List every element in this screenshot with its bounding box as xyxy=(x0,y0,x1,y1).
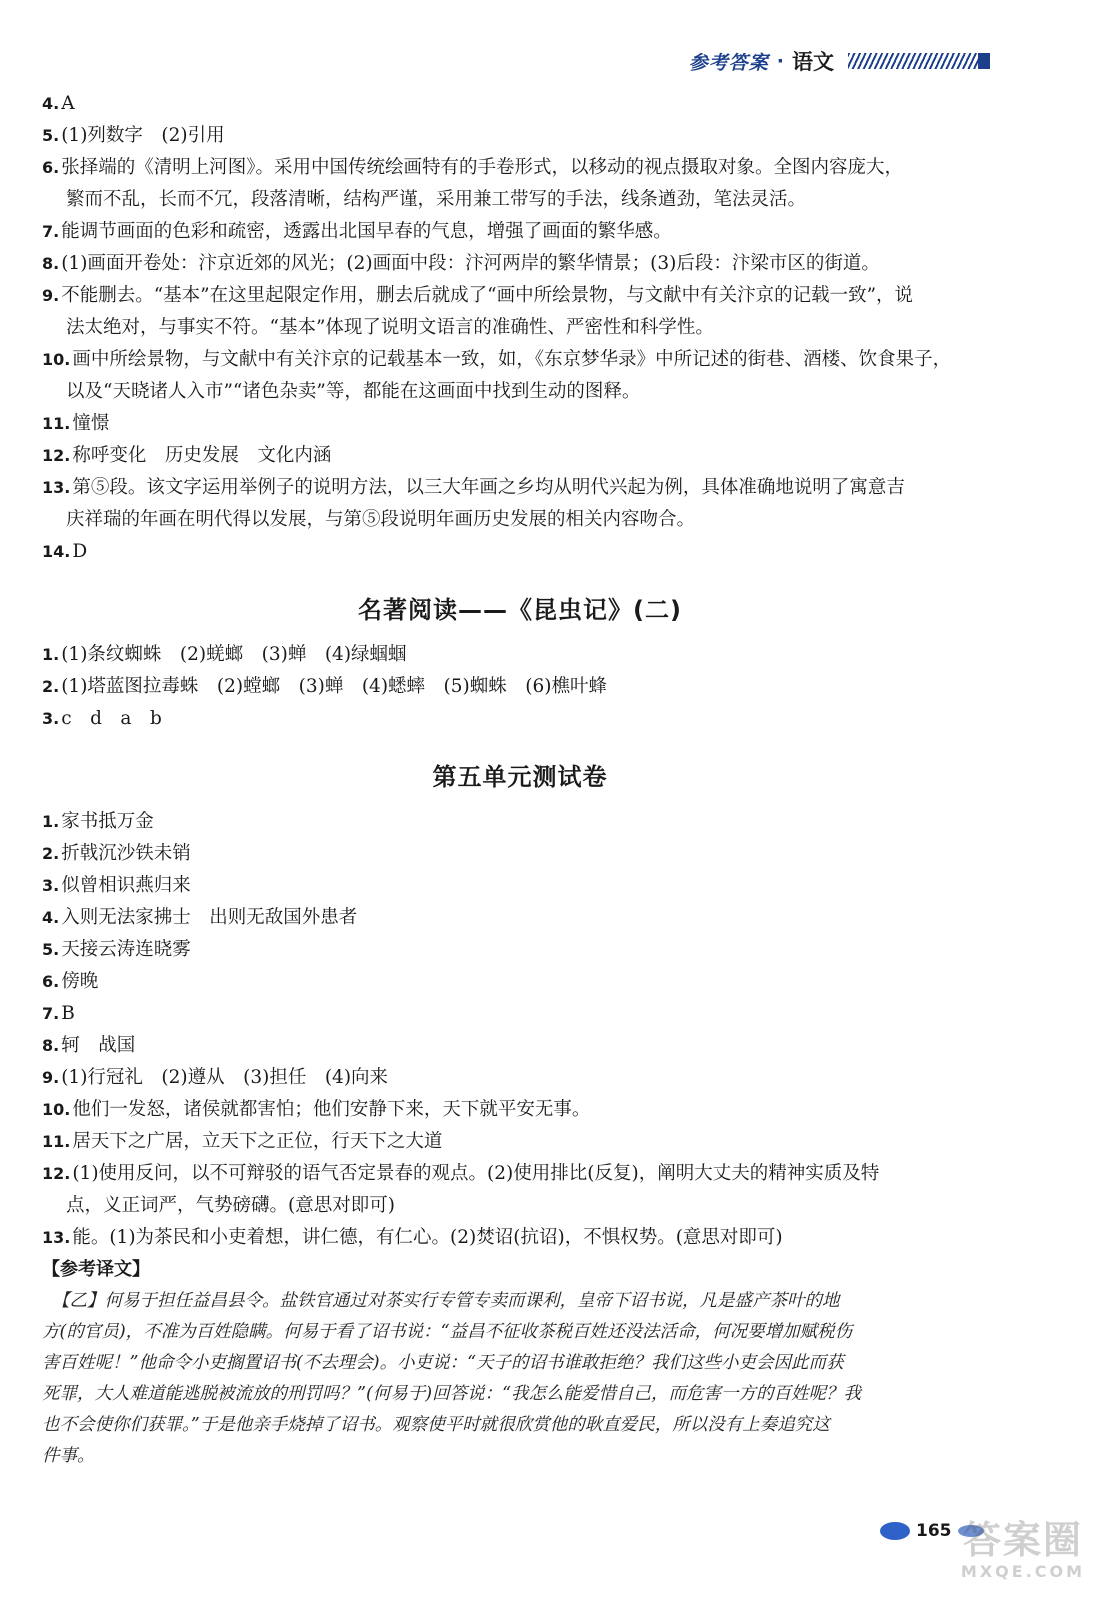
answer-number: 3. xyxy=(42,709,60,728)
answer-line xyxy=(42,1190,998,1222)
header-dot: · xyxy=(776,50,784,72)
answer-text: 庆祥瑞的年画在明代得以发展，与第⑤段说明年画历史发展的相关内容吻合。 xyxy=(66,509,696,530)
header-label: 参考答案 xyxy=(688,51,769,74)
answer-number: 12. xyxy=(42,1164,71,1183)
answer-line xyxy=(42,1126,998,1158)
answer-line xyxy=(42,184,998,216)
answer-number: 10. xyxy=(42,1100,71,1119)
answer-number: 5. xyxy=(42,126,60,145)
answers-part3 xyxy=(42,806,998,1254)
answer-text: 能。(1)为茶民和小吏着想，讲仁德，有仁心。(2)焚诏(抗诏)，不惧权势。(意思对即可) xyxy=(72,1227,783,1248)
translation-line: 害百姓呢！”他命令小吏搁置诏书(不去理会)。小吏说：“天子的诏书谁敢拒绝？我们这些小吏会因此而获 xyxy=(42,1353,844,1373)
answer-content xyxy=(42,88,998,1472)
answer-line xyxy=(42,966,998,998)
answer-text: 折戟沉沙铁未销 xyxy=(61,843,191,864)
answer-text: 似曾相识燕归来 xyxy=(61,875,191,896)
answer-line xyxy=(42,504,998,536)
answer-number: 1. xyxy=(42,812,60,831)
answer-text: 能调节画面的色彩和疏密，透露出北国早春的气息，增强了画面的繁华感。 xyxy=(61,221,672,242)
answer-line xyxy=(42,1062,998,1094)
answer-text: c d a b xyxy=(61,708,162,729)
answer-text: 傍晚 xyxy=(61,971,99,992)
answer-number: 12. xyxy=(42,446,71,465)
answer-text: 以及“天晓诸人入市”“诸色杂卖”等，都能在这画面中找到生动的图释。 xyxy=(66,381,641,402)
answer-text: (1)画面开卷处：汴京近郊的风光；(2)画面中段：汴河两岸的繁华情景；(3)后段：汴梁市区的街道。 xyxy=(61,253,880,274)
answer-line xyxy=(42,1030,998,1062)
answer-text: 繁而不乱，长而不冗，段落清晰，结构严谨，采用兼工带写的手法，线条遒劲，笔法灵活。 xyxy=(66,189,807,210)
answer-number: 4. xyxy=(42,94,60,113)
answer-number: 6. xyxy=(42,972,60,991)
answer-text: 点，义正词严，气势磅礴。(意思对即可) xyxy=(66,1195,395,1216)
answer-text: (1)列数字 (2)引用 xyxy=(61,125,225,146)
answer-number: 7. xyxy=(42,1004,60,1023)
page-header xyxy=(689,46,990,76)
answer-number: 5. xyxy=(42,940,60,959)
watermark-logo xyxy=(948,1518,1098,1586)
answer-number: 13. xyxy=(42,1228,71,1247)
answer-line xyxy=(42,838,998,870)
answer-text: 憧憬 xyxy=(72,413,110,434)
answer-text: D xyxy=(72,541,88,562)
answer-line xyxy=(42,280,998,312)
answer-text: (1)使用反问，以不可辩驳的语气否定景春的观点。(2)使用排比(反复)，阐明大丈夫的精神实质及特 xyxy=(72,1163,880,1184)
header-subject: 语文 xyxy=(792,50,834,74)
answer-text: 天接云涛连晓雾 xyxy=(61,939,191,960)
answer-number: 8. xyxy=(42,254,60,273)
answer-line xyxy=(42,152,998,184)
answer-number: 1. xyxy=(42,645,60,664)
answer-number: 13. xyxy=(42,478,71,497)
answer-number: 2. xyxy=(42,844,60,863)
answer-number: 11. xyxy=(42,414,71,433)
answers-part2 xyxy=(42,639,998,735)
answer-number: 11. xyxy=(42,1132,71,1151)
answer-line xyxy=(42,902,998,934)
watermark-text: 答案圈 xyxy=(962,1518,1083,1562)
answer-text: 入则无法家拂士 出则无敌国外患者 xyxy=(61,907,358,928)
answer-line xyxy=(42,376,998,408)
answer-line xyxy=(42,639,998,671)
answer-line xyxy=(42,248,998,280)
answer-number: 7. xyxy=(42,222,60,241)
answer-text: 轲 战国 xyxy=(61,1035,136,1056)
answer-number: 8. xyxy=(42,1036,60,1055)
answer-text: 家书抵万金 xyxy=(61,811,154,832)
answer-number: 9. xyxy=(42,1068,60,1087)
answer-line xyxy=(42,472,998,504)
answer-number: 9. xyxy=(42,286,60,305)
answer-number: 3. xyxy=(42,876,60,895)
answers-part1 xyxy=(42,88,998,568)
answer-line xyxy=(42,120,998,152)
reference-translation xyxy=(42,1286,998,1472)
answer-line xyxy=(42,934,998,966)
translation-line: 方(的官员)，不准为百姓隐瞒。何易于看了诏书说：“益昌不征收茶税百姓还没法活命，何况要增加赋税伤 xyxy=(42,1322,853,1342)
answer-line xyxy=(42,216,998,248)
answer-text: A xyxy=(61,93,75,114)
answer-number: 10. xyxy=(42,350,71,369)
translation-line: 死罪，大人难道能逃脱被流放的刑罚吗？”(何易于)回答说：“我怎么能爱惜自己，而危害一方的百姓呢？我 xyxy=(42,1384,862,1404)
answer-text: 画中所绘景物，与文献中有关汴京的记载基本一致，如，《东京梦华录》中所记述的街巷、酒楼、饮食果子， xyxy=(72,349,952,370)
answer-number: 4. xyxy=(42,908,60,927)
answer-text: 他们一发怒，诸侯就都害怕；他们安静下来，天下就平安无事。 xyxy=(72,1099,591,1120)
answer-line xyxy=(42,870,998,902)
answer-line xyxy=(42,671,998,703)
answer-text: 法太绝对，与事实不符。“基本”体现了说明文语言的准确性、严密性和科学性。 xyxy=(66,317,714,338)
answer-line xyxy=(42,1158,998,1190)
answer-line xyxy=(42,806,998,838)
answer-line xyxy=(42,344,998,376)
answer-text: 不能删去。“基本”在这里起限定作用，删去后就成了“画中所绘景物，与文献中有关汴京的记载一致”，说 xyxy=(61,285,914,306)
answer-line xyxy=(42,440,998,472)
watermark-url: MXQE.COM xyxy=(960,1562,1086,1581)
answer-line xyxy=(42,312,998,344)
answer-number: 6. xyxy=(42,158,60,177)
answer-text: B xyxy=(61,1003,75,1024)
answer-number: 2. xyxy=(42,677,60,696)
answer-line xyxy=(42,88,998,120)
section-title-classic-reading: 名著阅读——《昆虫记》(二) xyxy=(358,596,682,624)
reference-translation-label: 【参考译文】 xyxy=(42,1259,150,1280)
section-title-unit-test: 第五单元测试卷 xyxy=(432,763,608,791)
page-number-decoration-left xyxy=(880,1522,910,1540)
translation-line: 也不会使你们获罪。”于是他亲手烧掉了诏书。观察使平时就很欣赏他的耿直爱民，所以没有上奏追究这 xyxy=(42,1415,830,1435)
answer-line xyxy=(42,536,998,568)
answer-text: 居天下之广居，立天下之正位，行天下之大道 xyxy=(72,1131,443,1152)
answer-line xyxy=(42,998,998,1030)
translation-line: 【乙】何易于担任益昌县令。盐铁官通过对茶实行专管专卖而课利，皇帝下诏书说，凡是盛产茶叶的地 xyxy=(52,1291,840,1311)
answer-text: 第⑤段。该文字运用举例子的说明方法，以三大年画之乡均从明代兴起为例，具体准确地说明了寓意吉 xyxy=(72,477,905,498)
page-number: 165 xyxy=(916,1521,952,1541)
answer-line xyxy=(42,1222,998,1254)
answer-number: 14. xyxy=(42,542,71,561)
answer-line xyxy=(42,703,998,735)
translation-line: 件事。 xyxy=(42,1446,95,1466)
answer-text: (1)行冠礼 (2)遵从 (3)担任 (4)向来 xyxy=(61,1067,389,1088)
answer-text: 称呼变化 历史发展 文化内涵 xyxy=(72,445,332,466)
header-stripe-decoration xyxy=(848,53,990,69)
answer-line xyxy=(42,1094,998,1126)
answer-text: (1)条纹蜘蛛 (2)蜣螂 (3)蝉 (4)绿蝈蝈 xyxy=(61,644,407,665)
answer-line xyxy=(42,408,998,440)
answer-text: (1)塔蓝图拉毒蛛 (2)螳螂 (3)蝉 (4)蟋蟀 (5)蜘蛛 (6)樵叶蜂 xyxy=(61,676,607,697)
answer-text: 张择端的《清明上河图》。采用中国传统绘画特有的手卷形式，以移动的视点摄取对象。全图内容庞大， xyxy=(61,157,903,178)
